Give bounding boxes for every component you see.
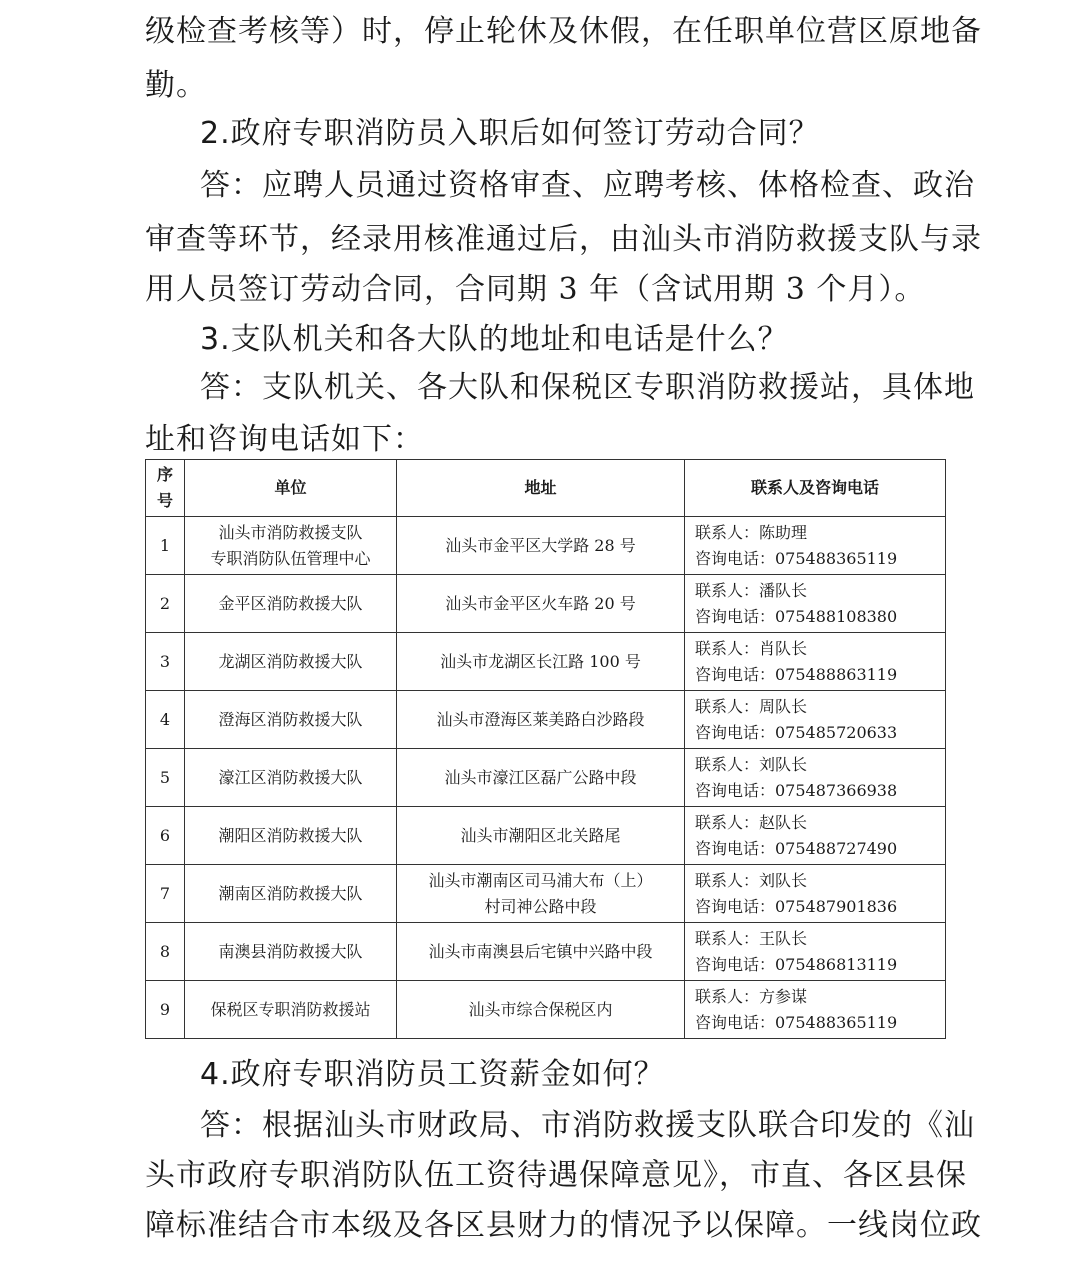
- contact-phone: 咨询电话：075488727490: [695, 838, 898, 858]
- cell-no: 3: [146, 633, 185, 691]
- cell-no: 6: [146, 807, 185, 865]
- table-row: [146, 865, 946, 923]
- cell-address: 汕头市金平区火车路 20 号: [397, 575, 685, 633]
- cell-contact: [685, 923, 946, 981]
- contact-person: 联系人：陈助理: [695, 522, 808, 542]
- cell-no: 9: [146, 981, 185, 1039]
- cell-no: 8: [146, 923, 185, 981]
- table-row: [146, 691, 946, 749]
- answer-line: 审查等环节，经录用核准通过后，由汕头市消防救援支队与录: [145, 222, 982, 257]
- cell-contact: [685, 575, 946, 633]
- header-unit: 单位: [185, 460, 397, 517]
- contact-person: 联系人：王队长: [695, 928, 808, 948]
- header-contact: 联系人及咨询电话: [685, 460, 946, 517]
- cell-unit: 潮阳区消防救援大队: [185, 807, 397, 865]
- question-2-heading: 2.政府专职消防员入职后如何签订劳动合同？: [200, 116, 820, 151]
- contact-person: 联系人：刘队长: [695, 754, 808, 774]
- cell-contact: [685, 633, 946, 691]
- contact-phone: 咨询电话：075487901836: [695, 896, 898, 916]
- table-row: [146, 981, 946, 1039]
- cell-contact: [685, 865, 946, 923]
- cell-contact: [685, 691, 946, 749]
- header-no: 序号: [146, 460, 185, 517]
- cell-address: 汕头市南澳县后宅镇中兴路中段: [397, 923, 685, 981]
- cell-no: 2: [146, 575, 185, 633]
- cell-contact: [685, 749, 946, 807]
- cell-no: 5: [146, 749, 185, 807]
- contact-phone: 咨询电话：075488108380: [695, 606, 898, 626]
- table-row: [146, 517, 946, 575]
- answer-line: 答：根据汕头市财政局、市消防救援支队联合印发的《汕: [200, 1108, 975, 1143]
- address-table: [145, 459, 946, 1039]
- cell-unit: 龙湖区消防救援大队: [185, 633, 397, 691]
- header-address: 地址: [397, 460, 685, 517]
- address-line: 汕头市潮南区司马浦大布（上）: [428, 870, 653, 890]
- cell-no: 1: [146, 517, 185, 575]
- contact-person: 联系人：刘队长: [695, 870, 808, 890]
- question-3-heading: 3.支队机关和各大队的地址和电话是什么？: [200, 322, 789, 357]
- cell-unit: 金平区消防救援大队: [185, 575, 397, 633]
- cell-contact: [685, 807, 946, 865]
- cell-unit: 澄海区消防救援大队: [185, 691, 397, 749]
- contact-person: 联系人：方参谋: [695, 986, 808, 1006]
- contact-person: 联系人：潘队长: [695, 580, 808, 600]
- contact-phone: 咨询电话：075485720633: [695, 722, 898, 742]
- answer-line: 址和咨询电话如下：: [145, 422, 424, 457]
- cell-unit: 潮南区消防救援大队: [185, 865, 397, 923]
- cell-address: 汕头市金平区大学路 28 号: [397, 517, 685, 575]
- contact-person: 联系人：周队长: [695, 696, 808, 716]
- table-row: [146, 575, 946, 633]
- table-row: [146, 749, 946, 807]
- cell-address: 汕头市潮阳区北关路尾: [397, 807, 685, 865]
- answer-line: 用人员签订劳动合同，合同期 3 年（含试用期 3 个月）。: [145, 272, 926, 307]
- cell-address: 汕头市龙湖区长江路 100 号: [397, 633, 685, 691]
- paragraph-line: 级检查考核等）时，停止轮休及休假，在任职单位营区原地备: [145, 14, 982, 49]
- cell-address: 汕头市澄海区莱美路白沙路段: [397, 691, 685, 749]
- cell-contact: [685, 981, 946, 1039]
- contact-phone: 咨询电话：075487366938: [695, 780, 898, 800]
- question-4-heading: 4.政府专职消防员工资薪金如何？: [200, 1057, 665, 1092]
- table-row: [146, 633, 946, 691]
- contact-phone: 咨询电话：075488365119: [695, 548, 898, 568]
- cell-address: [397, 865, 685, 923]
- contact-person: 联系人：赵队长: [695, 812, 808, 832]
- contact-phone: 咨询电话：075488863119: [695, 664, 898, 684]
- table-header-row: [146, 460, 946, 517]
- answer-line: 头市政府专职消防队伍工资待遇保障意见》，市直、各区县保: [145, 1158, 967, 1193]
- cell-unit: 濠江区消防救援大队: [185, 749, 397, 807]
- table-row: [146, 807, 946, 865]
- address-line: 村司神公路中段: [484, 896, 597, 916]
- contact-phone: 咨询电话：075486813119: [695, 954, 898, 974]
- contact-person: 联系人：肖队长: [695, 638, 808, 658]
- cell-unit: 南澳县消防救援大队: [185, 923, 397, 981]
- cell-address: 汕头市综合保税区内: [397, 981, 685, 1039]
- paragraph-line: 勤。: [145, 68, 207, 103]
- cell-contact: [685, 517, 946, 575]
- cell-unit: 保税区专职消防救援站: [185, 981, 397, 1039]
- unit-line: 专职消防队伍管理中心: [210, 548, 371, 568]
- contact-phone: 咨询电话：075488365119: [695, 1012, 898, 1032]
- cell-address: 汕头市濠江区磊广公路中段: [397, 749, 685, 807]
- answer-line: 答：支队机关、各大队和保税区专职消防救援站，具体地: [200, 370, 975, 405]
- table-row: [146, 923, 946, 981]
- answer-line: 障标准结合市本级及各区县财力的情况予以保障。一线岗位政: [145, 1208, 982, 1243]
- cell-no: 4: [146, 691, 185, 749]
- answer-line: 答：应聘人员通过资格审查、应聘考核、体格检查、政治: [200, 168, 975, 203]
- unit-line: 汕头市消防救援支队: [218, 522, 363, 542]
- cell-no: 7: [146, 865, 185, 923]
- cell-unit: [185, 517, 397, 575]
